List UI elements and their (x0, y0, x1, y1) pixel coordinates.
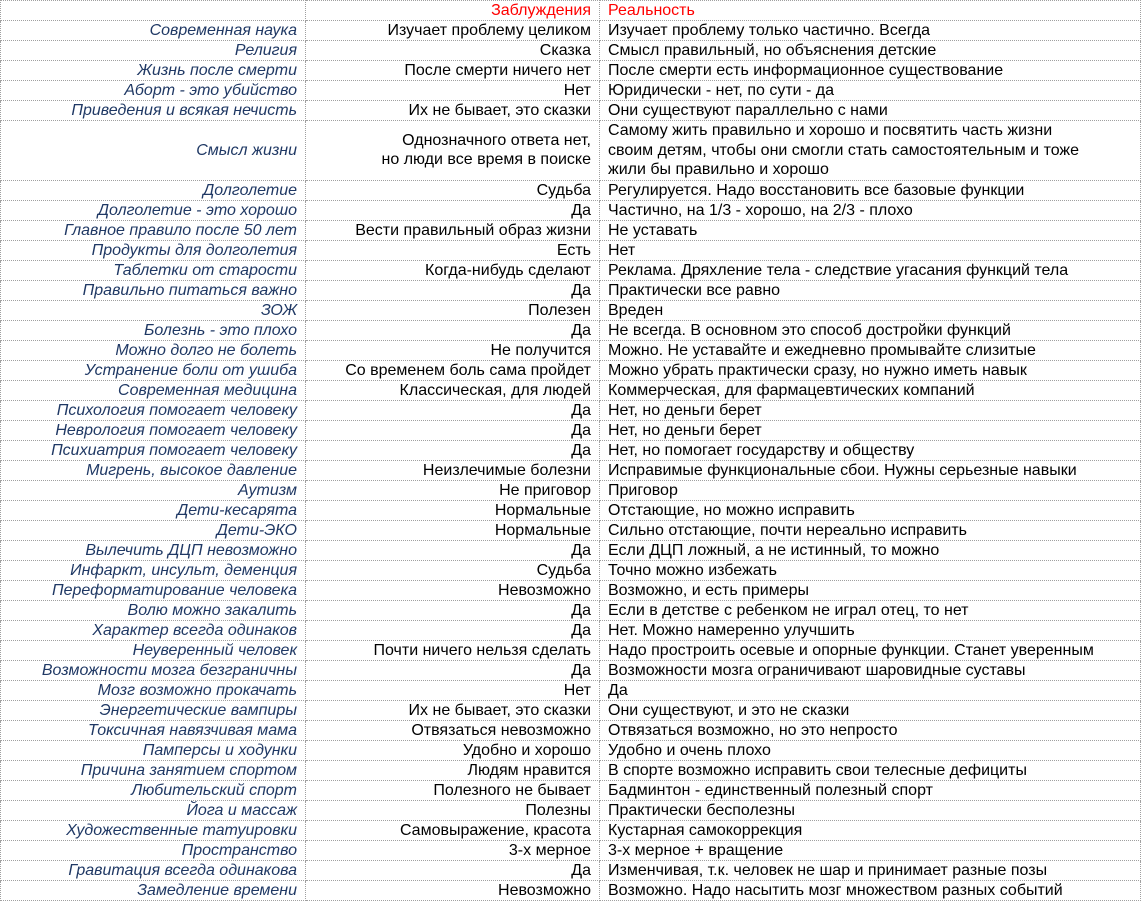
table-row (1, 820, 1141, 840)
myth-cell[interactable]: Нет (306, 680, 600, 700)
myth-cell[interactable]: Нормальные (306, 520, 600, 540)
topic-cell[interactable]: Йога и массаж (1, 800, 306, 820)
reality-cell[interactable]: Да (600, 680, 1141, 700)
table-row (1, 320, 1141, 340)
topic-cell[interactable]: Пространство (1, 840, 306, 860)
myth-cell[interactable]: Да (306, 420, 600, 440)
table-row (1, 480, 1141, 500)
table-row (1, 41, 1141, 61)
table-row (1, 460, 1141, 480)
reality-cell[interactable]: Надо простроить осевые и опорные функции. Станет уверенным (600, 640, 1141, 660)
topic-cell[interactable]: Мозг возможно прокачать (1, 680, 306, 700)
cell-line: своим детям, чтобы они смогли стать самостоятельным и тоже (608, 141, 1080, 159)
topic-cell[interactable]: Можно долго не болеть (1, 340, 306, 360)
myth-cell[interactable]: Полезного не бывает (306, 780, 600, 800)
reality-cell[interactable]: Практически бесполезны (600, 800, 1141, 820)
myth-cell[interactable]: Изучает проблему целиком (306, 21, 600, 41)
reality-cell[interactable]: Исправимые функциональные сбои. Нужны серьезные навыки (600, 460, 1141, 480)
reality-cell[interactable]: Коммерческая, для фармацевтических компаний (600, 380, 1141, 400)
topic-cell[interactable]: Неврология помогает человеку (1, 420, 306, 440)
reality-cell[interactable]: Возможно, и есть примеры (600, 580, 1141, 600)
myth-cell[interactable]: Да (306, 860, 600, 880)
myth-cell[interactable]: Есть (306, 240, 600, 260)
myth-cell[interactable]: Не получится (306, 340, 600, 360)
myth-cell[interactable]: Их не бывает, это сказки (306, 700, 600, 720)
reality-cell[interactable]: Нет. Можно намеренно улучшить (600, 620, 1141, 640)
table-row (1, 740, 1141, 760)
topic-cell[interactable]: Религия (1, 41, 306, 61)
table-row (1, 780, 1141, 800)
reality-cell[interactable]: В спорте возможно исправить свои телесные дефициты (600, 760, 1141, 780)
myth-cell[interactable]: Да (306, 200, 600, 220)
table-row (1, 760, 1141, 780)
cell-line: но люди все время в поиске (381, 151, 591, 169)
table-row (1, 360, 1141, 380)
myth-cell[interactable]: Сказка (306, 41, 600, 61)
reality-cell[interactable]: Возможно. Надо насытить мозг множеством разных событий (600, 880, 1141, 900)
myth-cell[interactable]: Полезен (306, 300, 600, 320)
topic-cell[interactable]: Любительский спорт (1, 780, 306, 800)
topic-cell[interactable]: Современная медицина (1, 380, 306, 400)
table-row (1, 280, 1141, 300)
reality-cell[interactable]: Они существуют, и это не сказки (600, 700, 1141, 720)
myth-cell[interactable]: Невозможно (306, 580, 600, 600)
topic-cell[interactable]: Жизнь после смерти (1, 61, 306, 81)
topic-cell[interactable]: Болезнь - это плохо (1, 320, 306, 340)
myth-cell[interactable]: Да (306, 400, 600, 420)
topic-cell[interactable]: Психология помогает человеку (1, 400, 306, 420)
topic-cell[interactable]: Современная наука (1, 21, 306, 41)
myth-cell[interactable]: Нормальные (306, 500, 600, 520)
myth-cell[interactable]: Классическая, для людей (306, 380, 600, 400)
topic-cell[interactable]: Таблетки от старости (1, 260, 306, 280)
header-topic-cell[interactable] (1, 1, 306, 21)
myth-cell[interactable]: Полезны (306, 800, 600, 820)
topic-cell[interactable]: Инфаркт, инсульт, деменция (1, 560, 306, 580)
myth-cell[interactable]: Судьба (306, 180, 600, 200)
table-row (1, 300, 1141, 320)
myth-cell[interactable]: Да (306, 440, 600, 460)
reality-cell[interactable]: Можно убрать практически сразу, но нужно иметь навык (600, 360, 1141, 380)
myth-cell[interactable]: Судьба (306, 560, 600, 580)
reality-cell[interactable]: Смысл правильный, но объяснения детские (600, 41, 1141, 61)
myth-cell[interactable]: Когда-нибудь сделают (306, 260, 600, 280)
myth-cell[interactable]: Почти ничего нельзя сделать (306, 640, 600, 660)
topic-cell[interactable]: Аборт - это убийство (1, 81, 306, 101)
topic-cell[interactable]: Энергетические вампиры (1, 700, 306, 720)
reality-cell[interactable] (600, 121, 1141, 181)
reality-cell[interactable]: Сильно отстающие, почти нереально исправить (600, 520, 1141, 540)
topic-cell[interactable]: Возможности мозга безграничны (1, 660, 306, 680)
myth-cell[interactable]: Отвязаться невозможно (306, 720, 600, 740)
reality-cell[interactable]: Отстающие, но можно исправить (600, 500, 1141, 520)
table-row (1, 240, 1141, 260)
myth-cell[interactable]: Да (306, 600, 600, 620)
reality-cell[interactable]: Отвязаться возможно, но это непросто (600, 720, 1141, 740)
reality-cell[interactable]: 3-х мерное + вращение (600, 840, 1141, 860)
table-row (1, 380, 1141, 400)
topic-cell[interactable]: Художественные татуировки (1, 820, 306, 840)
topic-cell[interactable]: Долголетие - это хорошо (1, 200, 306, 220)
reality-cell[interactable]: Нет, но деньги берет (600, 400, 1141, 420)
table-row (1, 880, 1141, 900)
reality-cell[interactable]: Точно можно избежать (600, 560, 1141, 580)
reality-cell[interactable]: После смерти есть информационное существование (600, 61, 1141, 81)
header-reality[interactable]: Реальность (600, 1, 1141, 21)
reality-cell[interactable]: Практически все равно (600, 280, 1141, 300)
topic-cell[interactable]: Причина занятием спортом (1, 760, 306, 780)
table-row (1, 220, 1141, 240)
topic-cell[interactable]: Памперсы и ходунки (1, 740, 306, 760)
reality-cell[interactable]: Бадминтон - единственный полезный спорт (600, 780, 1141, 800)
myth-cell[interactable]: Нет (306, 81, 600, 101)
table-row (1, 61, 1141, 81)
myth-cell[interactable]: Да (306, 280, 600, 300)
table-row (1, 620, 1141, 640)
table-row (1, 580, 1141, 600)
reality-cell[interactable]: Нет, но помогает государству и обществу (600, 440, 1141, 460)
table-row (1, 800, 1141, 820)
topic-cell[interactable]: Гравитация всегда одинакова (1, 860, 306, 880)
topic-cell[interactable]: ЗОЖ (1, 300, 306, 320)
myth-cell[interactable]: Не приговор (306, 480, 600, 500)
cell-line: Однозначного ответа нет, (402, 131, 591, 149)
reality-cell[interactable]: Частично, на 1/3 - хорошо, на 2/3 - плохо (600, 200, 1141, 220)
reality-cell[interactable]: Реклама. Дряхление тела - следствие угасания функций тела (600, 260, 1141, 280)
topic-cell[interactable]: Главное правило после 50 лет (1, 220, 306, 240)
topic-cell[interactable]: Дети-ЭКО (1, 520, 306, 540)
table-row (1, 640, 1141, 660)
reality-cell[interactable]: Если в детстве с ребенком не играл отец, то нет (600, 600, 1141, 620)
myth-cell[interactable]: Да (306, 320, 600, 340)
myth-cell[interactable]: Да (306, 660, 600, 680)
myth-cell[interactable]: Со временем боль сама пройдет (306, 360, 600, 380)
table-row (1, 720, 1141, 740)
reality-cell[interactable]: Изучает проблему только частично. Всегда (600, 21, 1141, 41)
reality-cell[interactable]: Нет, но деньги берет (600, 420, 1141, 440)
table-row (1, 540, 1141, 560)
table-row (1, 200, 1141, 220)
reality-cell[interactable]: Приговор (600, 480, 1141, 500)
header-row (1, 1, 1141, 21)
myth-cell[interactable]: 3-х мерное (306, 840, 600, 860)
topic-cell[interactable]: Токсичная навязчивая мама (1, 720, 306, 740)
topic-cell[interactable]: Мигрень, высокое давление (1, 460, 306, 480)
topic-cell[interactable]: Устранение боли от ушиба (1, 360, 306, 380)
reality-cell[interactable]: Удобно и очень плохо (600, 740, 1141, 760)
topic-cell[interactable]: Смысл жизни (1, 121, 306, 181)
reality-cell[interactable]: Нет (600, 240, 1141, 260)
topic-cell[interactable]: Долголетие (1, 180, 306, 200)
topic-cell[interactable]: Продукты для долголетия (1, 240, 306, 260)
table-row (1, 101, 1141, 121)
table-row (1, 260, 1141, 280)
table-row (1, 340, 1141, 360)
header-myths[interactable]: Заблуждения (306, 1, 600, 21)
reality-cell[interactable]: Не уставать (600, 220, 1141, 240)
table-row (1, 700, 1141, 720)
myth-cell[interactable]: Неизлечимые болезни (306, 460, 600, 480)
topic-cell[interactable]: Приведения и всякая нечисть (1, 101, 306, 121)
topic-cell[interactable]: Вылечить ДЦП невозможно (1, 540, 306, 560)
reality-cell[interactable]: Юридически - нет, по сути - да (600, 81, 1141, 101)
myth-cell[interactable]: Да (306, 620, 600, 640)
myth-cell[interactable]: Удобно и хорошо (306, 740, 600, 760)
topic-cell[interactable]: Аутизм (1, 480, 306, 500)
table-row (1, 500, 1141, 520)
reality-cell[interactable]: Изменчивая, т.к. человек не шар и принимает разные позы (600, 860, 1141, 880)
reality-cell[interactable]: Не всегда. В основном это способ достройки функций (600, 320, 1141, 340)
myth-cell[interactable]: Самовыражение, красота (306, 820, 600, 840)
reality-cell[interactable]: Вреден (600, 300, 1141, 320)
cell-line: жили бы правильно и хорошо (608, 161, 829, 178)
myth-cell[interactable]: Людям нравится (306, 760, 600, 780)
table-row (1, 680, 1141, 700)
myth-cell[interactable] (306, 121, 600, 181)
table-row (1, 520, 1141, 540)
table-row (1, 400, 1141, 420)
table-row (1, 860, 1141, 880)
reality-cell[interactable]: Возможности мозга ограничивают шаровидные суставы (600, 660, 1141, 680)
myth-cell[interactable]: Их не бывает, это сказки (306, 101, 600, 121)
myth-cell[interactable]: После смерти ничего нет (306, 61, 600, 81)
cell-line: Самому жить правильно и хорошо и посвятить часть жизни (608, 122, 1053, 139)
reality-cell[interactable]: Они существуют параллельно с нами (600, 101, 1141, 121)
topic-cell[interactable]: Волю можно закалить (1, 600, 306, 620)
reality-cell[interactable]: Кустарная самокоррекция (600, 820, 1141, 840)
myth-cell[interactable]: Вести правильный образ жизни (306, 220, 600, 240)
topic-cell[interactable]: Правильно питаться важно (1, 280, 306, 300)
topic-cell[interactable]: Дети-кесарята (1, 500, 306, 520)
table-row (1, 180, 1141, 200)
topic-cell[interactable]: Замедление времени (1, 880, 306, 900)
table-row (1, 121, 1141, 181)
myth-cell[interactable]: Невозможно (306, 880, 600, 900)
table-row (1, 660, 1141, 680)
topic-cell[interactable]: Характер всегда одинаков (1, 620, 306, 640)
topic-cell[interactable]: Переформатирование человека (1, 580, 306, 600)
reality-cell[interactable]: Если ДЦП ложный, а не истинный, то можно (600, 540, 1141, 560)
table-row (1, 560, 1141, 580)
table-row (1, 81, 1141, 101)
table-row (1, 21, 1141, 41)
table-row (1, 420, 1141, 440)
topic-cell[interactable]: Психиатрия помогает человеку (1, 440, 306, 460)
table-row (1, 840, 1141, 860)
topic-cell[interactable]: Неуверенный человек (1, 640, 306, 660)
table-row (1, 440, 1141, 460)
myth-cell[interactable]: Да (306, 540, 600, 560)
reality-cell[interactable]: Регулируется. Надо восстановить все базовые функции (600, 180, 1141, 200)
table-row (1, 600, 1141, 620)
reality-cell[interactable]: Можно. Не уставайте и ежедневно промывайте слизитые (600, 340, 1141, 360)
